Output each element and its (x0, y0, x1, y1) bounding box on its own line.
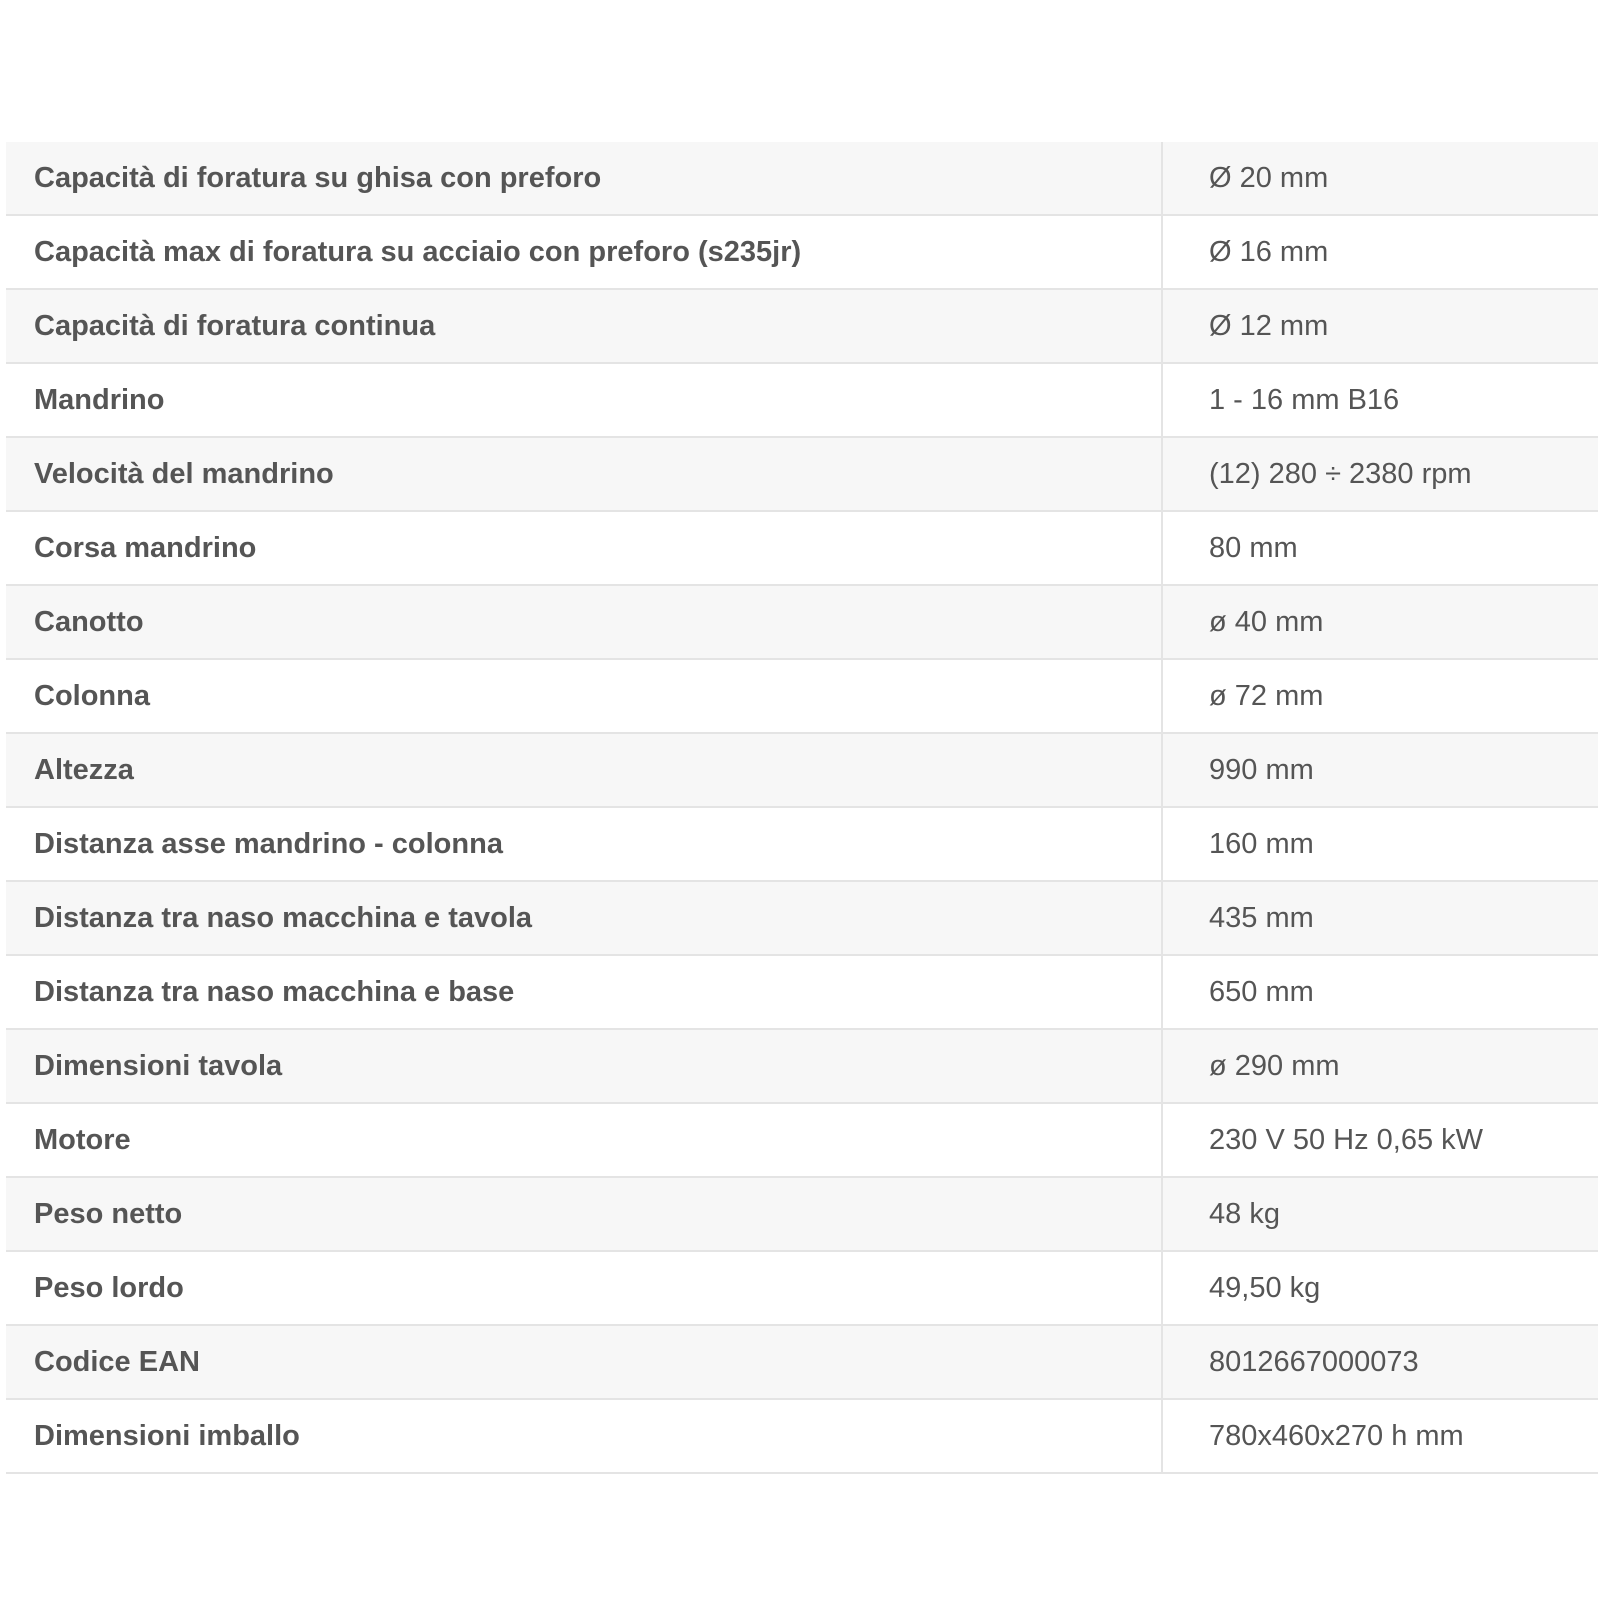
table-row (6, 955, 1598, 1029)
table-row (6, 1103, 1598, 1177)
spec-value: 49,50 kg (1162, 1251, 1598, 1325)
table-row (6, 511, 1598, 585)
spec-table-body (6, 142, 1598, 1473)
spec-value: 230 V 50 Hz 0,65 kW (1162, 1103, 1598, 1177)
table-row (6, 1325, 1598, 1399)
spec-label: Dimensioni tavola (6, 1029, 1162, 1103)
table-row (6, 1399, 1598, 1473)
table-row (6, 437, 1598, 511)
spec-label: Corsa mandrino (6, 511, 1162, 585)
spec-value: 48 kg (1162, 1177, 1598, 1251)
table-row (6, 142, 1598, 215)
spec-table (6, 142, 1598, 1474)
table-row (6, 807, 1598, 881)
spec-label: Mandrino (6, 363, 1162, 437)
spec-label: Motore (6, 1103, 1162, 1177)
spec-label: Codice EAN (6, 1325, 1162, 1399)
spec-label: Distanza tra naso macchina e tavola (6, 881, 1162, 955)
table-row (6, 659, 1598, 733)
table-row (6, 733, 1598, 807)
spec-label: Distanza asse mandrino - colonna (6, 807, 1162, 881)
table-row (6, 1177, 1598, 1251)
table-row (6, 881, 1598, 955)
spec-value: 8012667000073 (1162, 1325, 1598, 1399)
spec-label: Velocità del mandrino (6, 437, 1162, 511)
table-row (6, 363, 1598, 437)
spec-value: 1 - 16 mm B16 (1162, 363, 1598, 437)
spec-label: Peso lordo (6, 1251, 1162, 1325)
spec-label: Peso netto (6, 1177, 1162, 1251)
spec-label: Capacità di foratura continua (6, 289, 1162, 363)
spec-value: 435 mm (1162, 881, 1598, 955)
spec-value: Ø 16 mm (1162, 215, 1598, 289)
spec-value: Ø 20 mm (1162, 142, 1598, 215)
table-row (6, 1029, 1598, 1103)
spec-value: 80 mm (1162, 511, 1598, 585)
spec-value: ø 72 mm (1162, 659, 1598, 733)
spec-value: 990 mm (1162, 733, 1598, 807)
spec-value: Ø 12 mm (1162, 289, 1598, 363)
table-row (6, 215, 1598, 289)
spec-label: Capacità max di foratura su acciaio con preforo (s235jr) (6, 215, 1162, 289)
spec-label: Distanza tra naso macchina e base (6, 955, 1162, 1029)
spec-value: 160 mm (1162, 807, 1598, 881)
spec-label: Dimensioni imballo (6, 1399, 1162, 1473)
spec-value: 780x460x270 h mm (1162, 1399, 1598, 1473)
spec-value: (12) 280 ÷ 2380 rpm (1162, 437, 1598, 511)
spec-value: 650 mm (1162, 955, 1598, 1029)
spec-label: Canotto (6, 585, 1162, 659)
spec-label: Capacità di foratura su ghisa con preforo (6, 142, 1162, 215)
spec-label: Colonna (6, 659, 1162, 733)
spec-value: ø 290 mm (1162, 1029, 1598, 1103)
spec-value: ø 40 mm (1162, 585, 1598, 659)
spec-label: Altezza (6, 733, 1162, 807)
table-row (6, 289, 1598, 363)
table-row (6, 585, 1598, 659)
table-row (6, 1251, 1598, 1325)
